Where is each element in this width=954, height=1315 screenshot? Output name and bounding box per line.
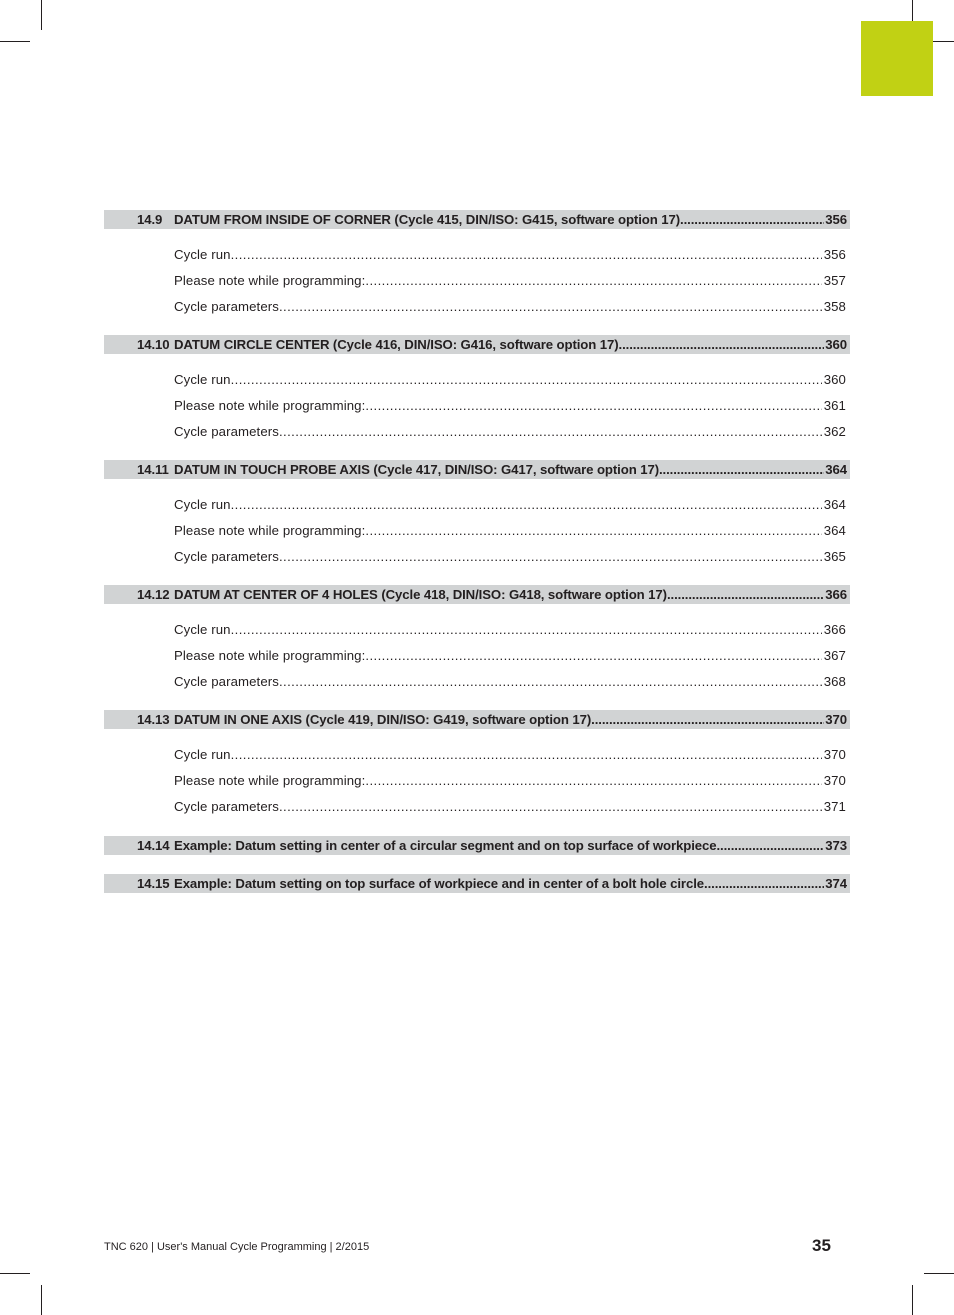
toc-entry[interactable] xyxy=(174,799,846,817)
dot-leader xyxy=(279,549,822,567)
dot-leader xyxy=(716,838,824,853)
entry-title: Please note while programming: xyxy=(174,523,366,538)
section-page: 374 xyxy=(825,876,847,891)
entry-title: Cycle parameters xyxy=(174,549,279,564)
toc-entry[interactable] xyxy=(174,674,846,692)
dot-leader xyxy=(680,212,824,227)
entry-title: Cycle run xyxy=(174,247,231,262)
toc-entry[interactable] xyxy=(174,648,846,666)
section-title: DATUM AT CENTER OF 4 HOLES (Cycle 418, DIN/ISO: G418, software option 17) xyxy=(174,587,667,602)
toc-entry[interactable] xyxy=(174,372,846,390)
entry-title: Cycle run xyxy=(174,747,231,762)
toc-entry[interactable] xyxy=(174,424,846,442)
entry-title: Cycle parameters xyxy=(174,674,279,689)
dot-leader xyxy=(231,247,822,265)
toc-entry[interactable] xyxy=(174,622,846,640)
section-page: 370 xyxy=(825,712,847,727)
section-page: 366 xyxy=(825,587,847,602)
entry-page: 364 xyxy=(823,523,846,538)
section-number: 14.9 xyxy=(137,212,163,227)
toc-entry[interactable] xyxy=(174,273,846,291)
toc-entry[interactable] xyxy=(174,773,846,791)
dot-leader xyxy=(231,497,822,515)
toc-entry[interactable] xyxy=(174,523,846,541)
dot-leader xyxy=(365,273,821,291)
entry-title: Please note while programming: xyxy=(174,648,366,663)
dot-leader xyxy=(365,773,821,791)
toc-entry[interactable] xyxy=(174,398,846,416)
entry-page: 370 xyxy=(823,747,846,762)
entry-page: 366 xyxy=(823,622,846,637)
dot-leader xyxy=(619,337,825,352)
dot-leader xyxy=(365,523,821,541)
entry-title: Cycle parameters xyxy=(174,299,279,314)
crop-mark xyxy=(41,1285,42,1315)
toc-section-row[interactable] xyxy=(104,210,850,229)
entry-title: Please note while programming: xyxy=(174,273,366,288)
entry-title: Cycle run xyxy=(174,372,231,387)
entry-page: 361 xyxy=(823,398,846,413)
toc-section-row[interactable] xyxy=(104,874,850,893)
entry-page: 356 xyxy=(823,247,846,262)
chapter-tab-marker xyxy=(861,21,933,96)
entry-title: Cycle parameters xyxy=(174,799,279,814)
entry-page: 368 xyxy=(823,674,846,689)
crop-mark xyxy=(0,41,30,42)
page-number: 35 xyxy=(812,1236,831,1255)
crop-mark xyxy=(912,1285,913,1315)
section-page: 356 xyxy=(825,212,847,227)
entry-title: Cycle run xyxy=(174,622,231,637)
toc-entry[interactable] xyxy=(174,549,846,567)
section-number: 14.13 xyxy=(137,712,170,727)
dot-leader xyxy=(279,424,822,442)
section-page: 364 xyxy=(825,462,847,477)
section-number: 14.14 xyxy=(137,838,170,853)
entry-page: 367 xyxy=(823,648,846,663)
entry-page: 360 xyxy=(823,372,846,387)
section-number: 14.15 xyxy=(137,876,170,891)
entry-page: 364 xyxy=(823,497,846,512)
dot-leader xyxy=(231,372,822,390)
entry-title: Cycle parameters xyxy=(174,424,279,439)
section-title: DATUM CIRCLE CENTER (Cycle 416, DIN/ISO: G416, software option 17) xyxy=(174,337,619,352)
dot-leader xyxy=(365,398,821,416)
section-title: DATUM IN TOUCH PROBE AXIS (Cycle 417, DIN/ISO: G417, software option 17) xyxy=(174,462,659,477)
toc-section-row[interactable] xyxy=(104,836,850,855)
entry-page: 358 xyxy=(823,299,846,314)
toc-section-row[interactable] xyxy=(104,335,850,354)
dot-leader xyxy=(279,674,822,692)
crop-mark xyxy=(924,1273,954,1274)
toc-section-row[interactable] xyxy=(104,460,850,479)
toc-section-row[interactable] xyxy=(104,710,850,729)
dot-leader xyxy=(591,712,824,727)
section-title: DATUM FROM INSIDE OF CORNER (Cycle 415, DIN/ISO: G415, software option 17) xyxy=(174,212,681,227)
section-number: 14.12 xyxy=(137,587,170,602)
section-title: Example: Datum setting in center of a circular segment and on top surface of workpiece xyxy=(174,838,717,853)
crop-mark xyxy=(0,1273,30,1274)
dot-leader xyxy=(279,299,822,317)
entry-page: 362 xyxy=(823,424,846,439)
entry-page: 371 xyxy=(823,799,846,814)
dot-leader xyxy=(279,799,822,817)
entry-page: 357 xyxy=(823,273,846,288)
crop-mark xyxy=(41,0,42,30)
section-number: 14.11 xyxy=(137,462,169,477)
toc-entry[interactable] xyxy=(174,747,846,765)
entry-page: 370 xyxy=(823,773,846,788)
section-number: 14.10 xyxy=(137,337,170,352)
dot-leader xyxy=(231,622,822,640)
section-page: 373 xyxy=(825,838,847,853)
section-page: 360 xyxy=(825,337,847,352)
dot-leader xyxy=(667,587,824,602)
dot-leader xyxy=(365,648,821,666)
entry-title: Cycle run xyxy=(174,497,231,512)
dot-leader xyxy=(704,876,824,891)
toc-section-row[interactable] xyxy=(104,585,850,604)
toc-entry[interactable] xyxy=(174,299,846,317)
entry-title: Please note while programming: xyxy=(174,773,366,788)
section-title: Example: Datum setting on top surface of workpiece and in center of a bolt hole circle xyxy=(174,876,704,891)
dot-leader xyxy=(659,462,824,477)
entry-page: 365 xyxy=(823,549,846,564)
toc-entry[interactable] xyxy=(174,497,846,515)
entry-title: Please note while programming: xyxy=(174,398,366,413)
footer-text: TNC 620 | User's Manual Cycle Programming | 2/2015 xyxy=(104,1241,370,1253)
toc-entry[interactable] xyxy=(174,247,846,265)
dot-leader xyxy=(231,747,822,765)
section-title: DATUM IN ONE AXIS (Cycle 419, DIN/ISO: G419, software option 17) xyxy=(174,712,592,727)
